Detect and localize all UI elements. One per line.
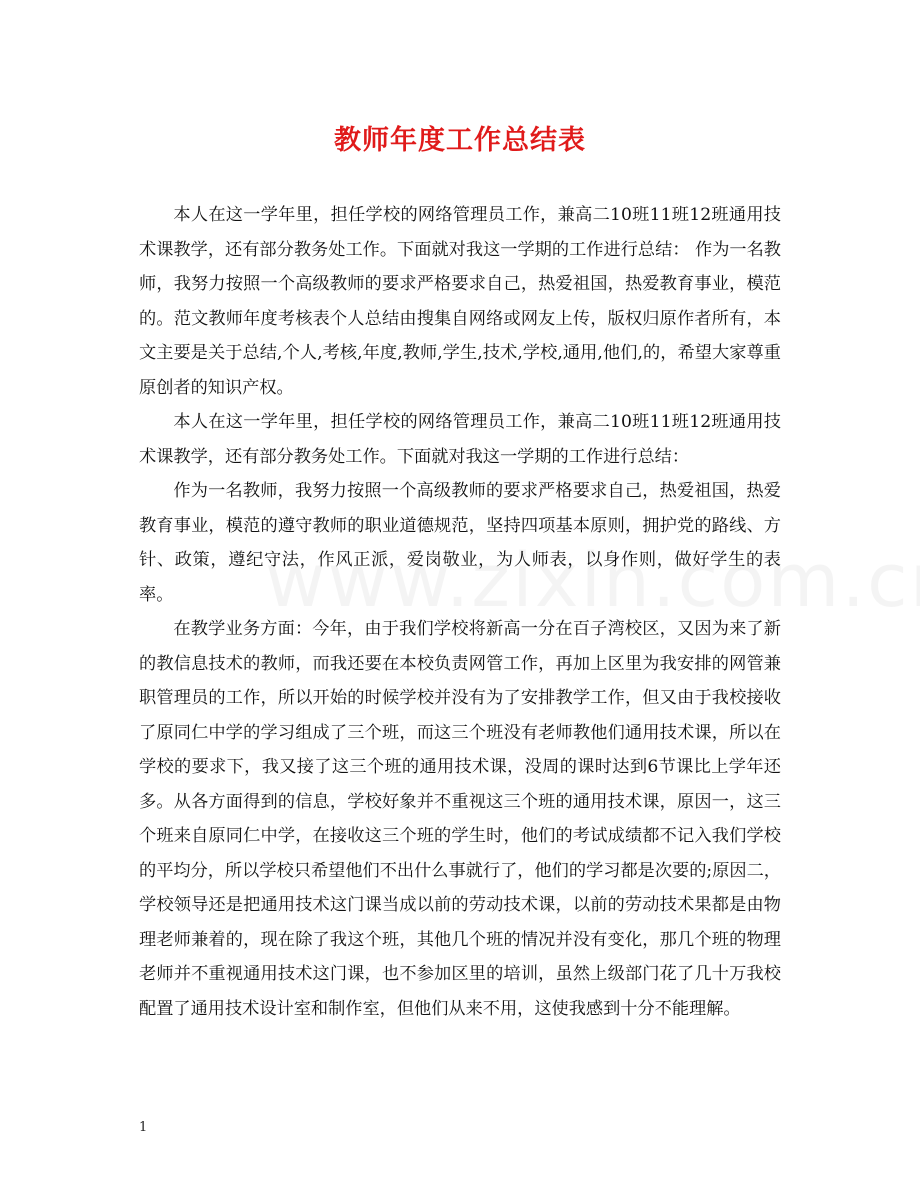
paragraph: 在教学业务方面：今年，由于我们学校将新高一分在百子湾校区，又因为来了新的教信息技术的教师，而我还要在本校负责网管工作，再加上区里为我安排的网管兼职管理员的工作，所以开始的时候学校并没有为了安排教学工作，但又由于我校接收了原同仁中学的学习组成了三个班，而这三个班没有老师教他们通用技术课，所以在学校的要求下，我又接了这三个班的通用技术课，没周的课时达到6节课比上学年还多。从各方面得到的信息，学校好象并不重视这三个班的通用技术课，原因一，这三个班来自原同仁中学，在接收这三个班的学生时，他们的考试成绩都不记入我们学校的平均分，所以学校只希望他们不出什么事就行了，他们的学习都是次要的;原因二，学校领导还是把通用技术这门课当成以前的劳动技术课，以前的劳动技术果都是由物理老师兼着的，现在除了我这个班，其他几个班的情况并没有变化，那几个班的物理老师并不重视通用技术这门课，也不参加区里的培训，虽然上级部门花了几十万我校配置了通用技术设计室和制作室，但他们从来不用，这使我感到十分不能理解。 [139, 619, 781, 1019]
paragraph: 本人在这一学年里，担任学校的网络管理员工作，兼高二10班11班12班通用技术课教学，还有部分教务处工作。下面就对我这一学期的工作进行总结： 作为一名教师，我努力按照一个高级教师的要求严格要求自己，热爱祖国，热爱教育事业，模范的。范文教师年度考核表个人总结由搜集自网络或网友上传，版权归原作者所有，本文主要是关于总结,个人,考核,年度,教师,学生,技术,学校,通用,他们,的，希望大家尊重原创者的知识产权。 [139, 205, 781, 398]
page-number: 1 [139, 1120, 148, 1135]
paragraph: 作为一名教师，我努力按照一个高级教师的要求严格要求自己，热爱祖国，热爱教育事业，模范的遵守教师的职业道德规范，坚持四项基本原则，拥护党的路线、方针、政策，遵纪守法，作风正派，爱岗敬业，为人师表，以身作则，做好学生的表率。 [139, 481, 781, 605]
document-title: 教师年度工作总结表 [334, 125, 586, 156]
paragraph: 本人在这一学年里，担任学校的网络管理员工作，兼高二10班11班12班通用技术课教学，还有部分教务处工作。下面就对我这一学期的工作进行总结： [139, 412, 781, 467]
document-body [139, 198, 781, 1026]
